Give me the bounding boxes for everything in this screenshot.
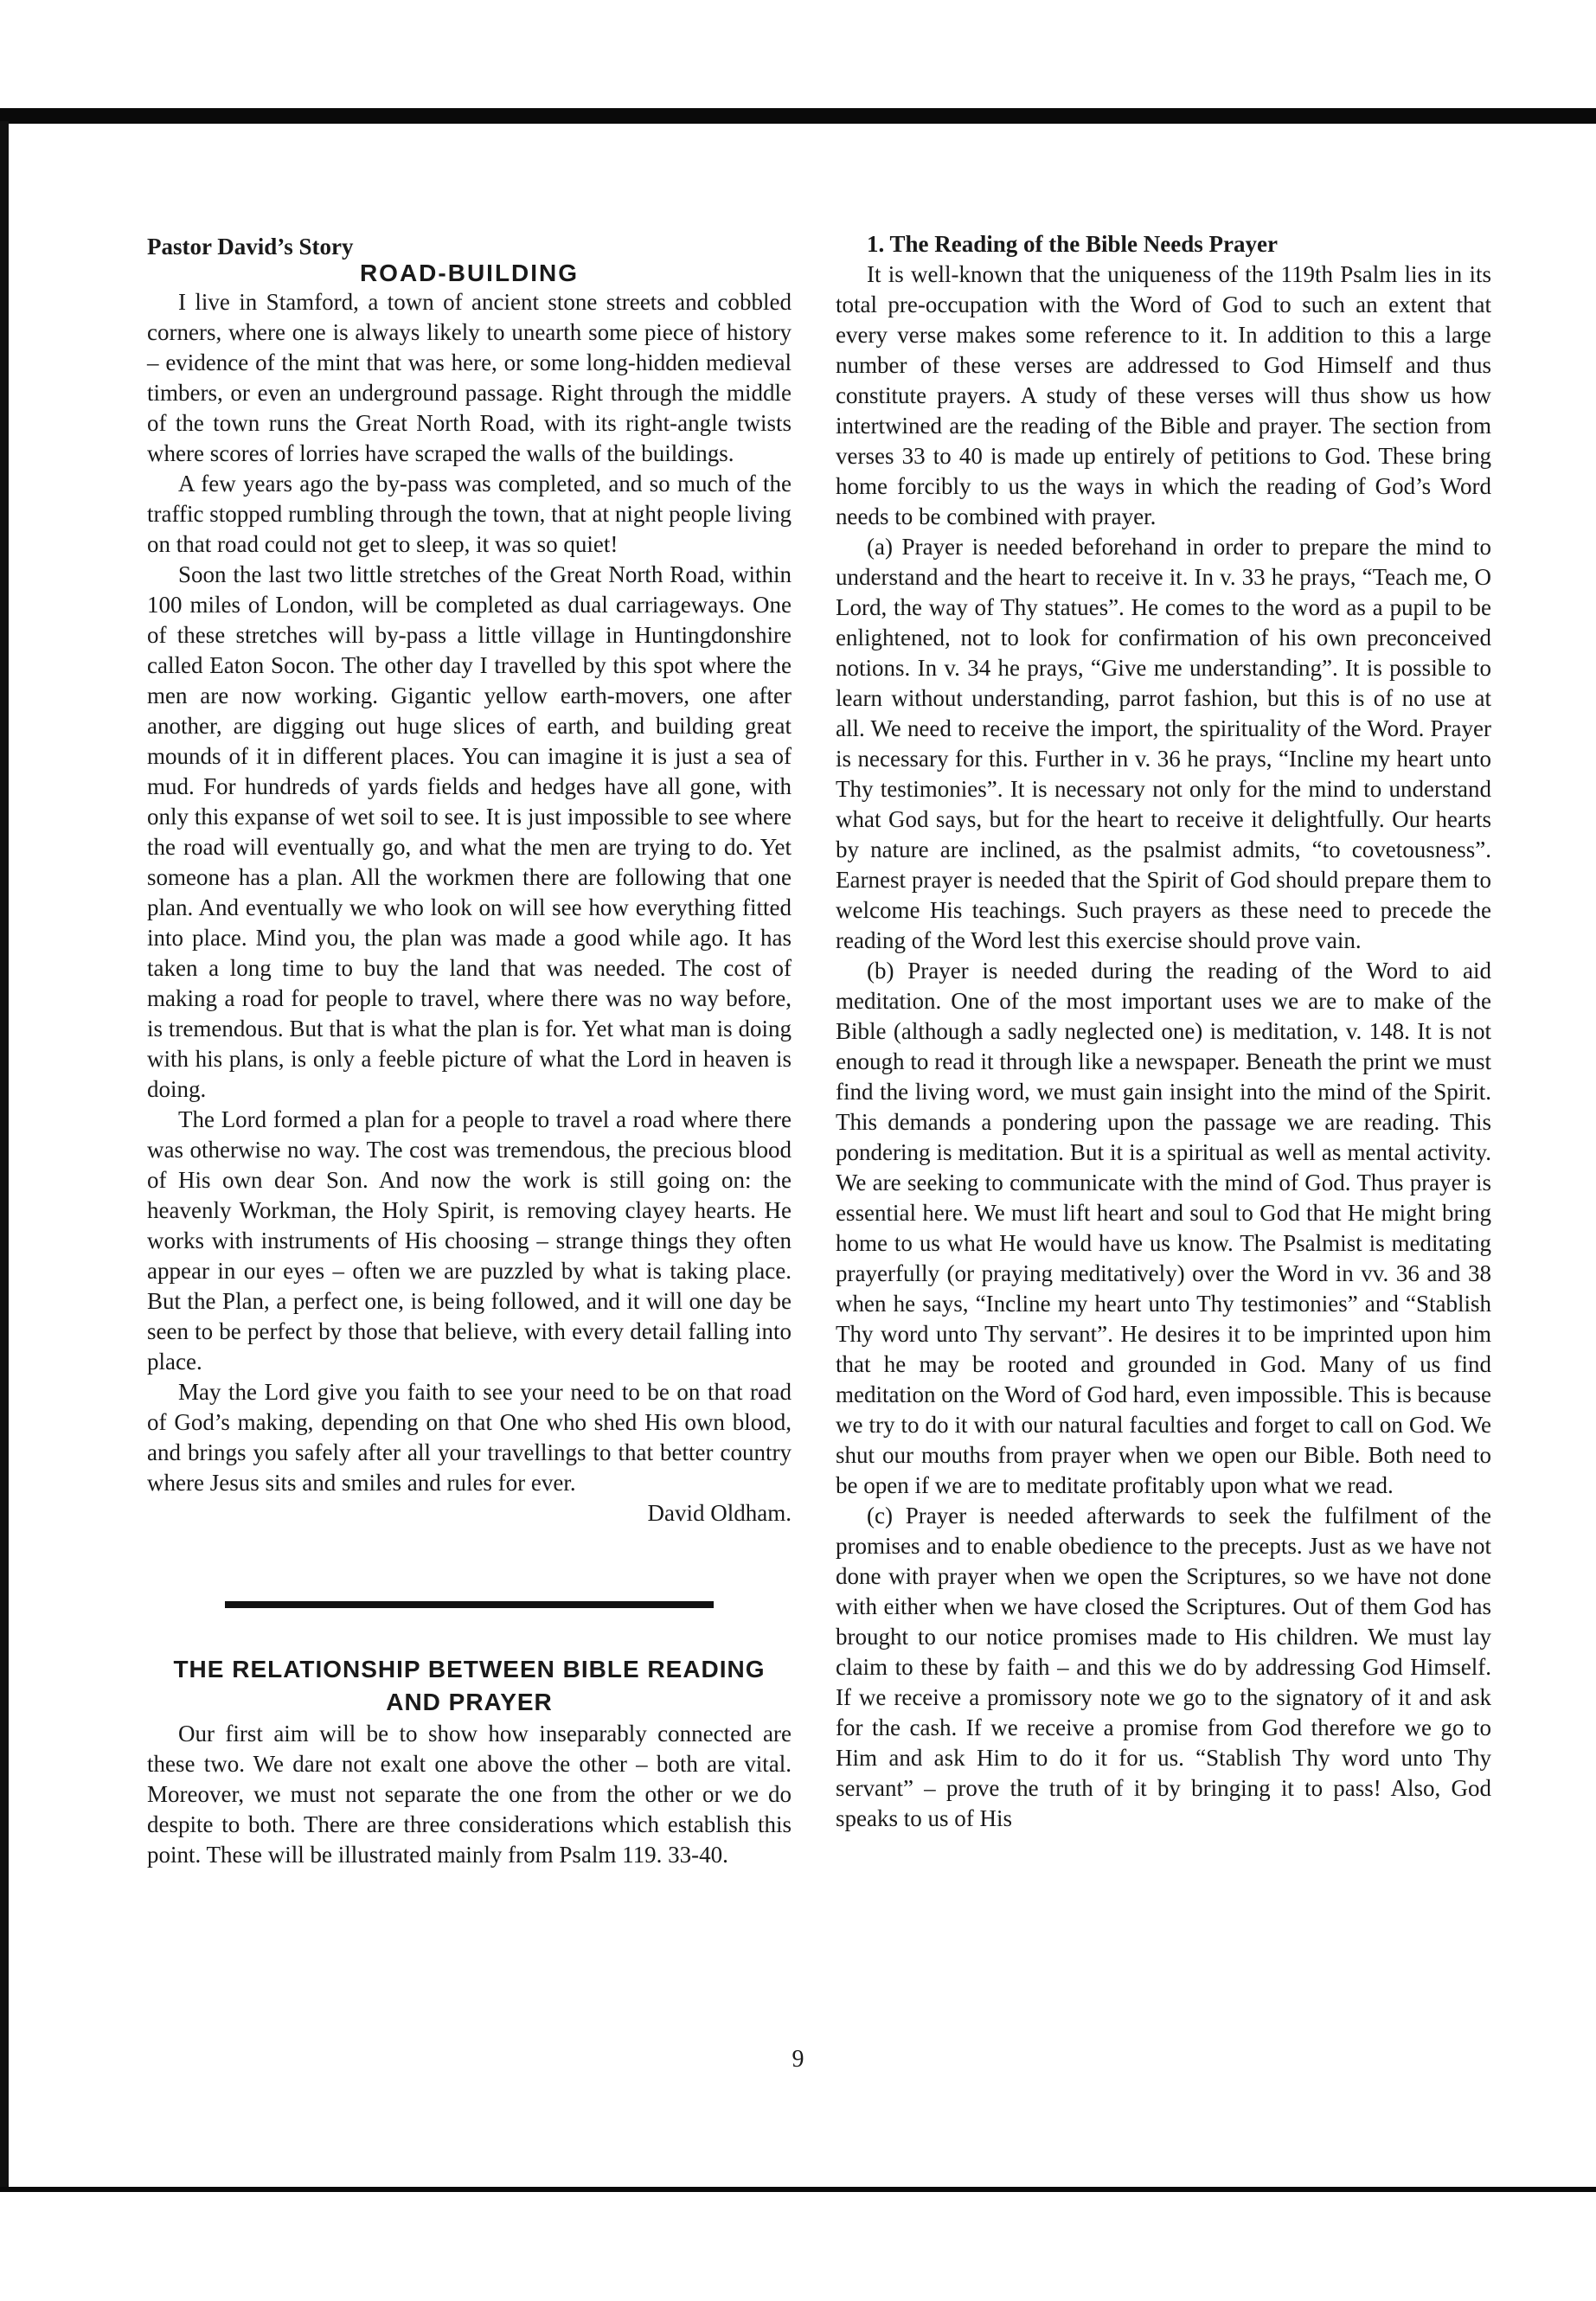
- section-title-line1: THE RELATIONSHIP BETWEEN BIBLE READING: [173, 1656, 766, 1682]
- subhead: 1. The Reading of the Bible Needs Prayer: [867, 231, 1278, 257]
- story-paragraph: I live in Stamford, a town of ancient stone streets and cobbled corners, where one is always likely to unearth some piece of history – evidence of the mint that was here, or some long-hidden medieval timbers, or even an underground passage. Right through the middle of the town runs the Great North Road, with its right-angle twists where scores of lorries have scraped the walls of the buildings.: [147, 289, 792, 466]
- story-paragraph: A few years ago the by-pass was completed, and so much of the traffic stopped rumbling through the town, that at night people living on that road could not get to sleep, it was so quiet!: [147, 471, 792, 557]
- right-column: [836, 229, 1491, 1834]
- section-intro: Our first aim will be to show how inseparably connected are these two. We dare not exalt one above the other – both are vital. Moreover, we must not separate the one from the other or we do despite to both. There are three considerations which establish this point. These will be illustrated mainly from Psalm 119. 33-40.: [147, 1721, 792, 1868]
- article-paragraph: (a) Prayer is needed beforehand in order to prepare the mind to understand and the heart to receive it. In v. 33 he prays, “Teach me, O Lord, the way of Thy statues”. He comes to the word as a pupil to be enlightened, not to look for confirmation of his own preconceived notions. In v. 34 he prays, “Give me understanding”. It is possible to learn without understanding, parrot fashion, but this is of no use at all. We need to receive the import, the spirituality of the Word. Prayer is necessary for this. Further in v. 36 he prays, “Incline my heart unto Thy testimonies”. It is necessary not only for the mind to understand what God says, but for the heart to receive it delightfully. Our hearts by nature are inclined, as the psalmist admits, “to covetousness”. Earnest prayer is needed that the Spirit of God should prepare them to welcome His teachings. Such prayers as these need to precede the reading of the Word lest this exercise should prove vain.: [836, 534, 1491, 953]
- section-title: [147, 1653, 792, 1719]
- left-column: [147, 234, 792, 1870]
- article-paragraph: (b) Prayer is needed during the reading of the Word to aid meditation. One of the most important uses we are to make of the Bible (although a sadly neglected one) is meditation, v. 148. It is not enough to read it through like a newspaper. Beneath the print we must find the living word, we must gain insight into the mind of the Spirit. This demands a pondering upon the passage we are reading. This pondering is meditation. But it is a spiritual as well as mental activity. We are seeking to communicate with the mind of God. Thus prayer is essential here. We must lift heart and soul to God that He might bring home to us what He would have us know. The Psalmist is meditating prayerfully (or praying meditatively) over the Word in vv. 36 and 38 when he says, “Incline my heart unto Thy testimonies” and “Stablish Thy word unto Thy servant”. He desires it to be imprinted upon him that he may be rooted and grounded in God. Many of us find meditation on the Word of God hard, even impossible. This is because we try to do it with our natural faculties and forget to call on God. We shut our mouths from prayer when we open our Bible. Both need to be open if we are to meditate profitably upon what we read.: [836, 958, 1491, 1498]
- story-paragraph: May the Lord give you faith to see your need to be on that road of God’s making, depending on that One who shed His own blood, and brings you safely after all your travellings to that better country where Jesus sits and smiles and rules for ever.: [147, 1379, 792, 1496]
- section-divider: [225, 1601, 714, 1608]
- article-paragraph: It is well-known that the uniqueness of the 119th Psalm lies in its total pre-occupation with the Word of God to such an extent that every verse makes some reference to it. In addition to this a large number of these verses are addressed to God Himself and thus constitute prayers. A study of these verses will thus show us how intertwined are the reading of the Bible and prayer. The section from verses 33 to 40 is made up entirely of petitions to God. These bring home forcibly to us the ways in which the reading of God’s Word needs to be combined with prayer.: [836, 261, 1491, 529]
- story-paragraph: Soon the last two little stretches of the Great North Road, within 100 miles of London, will be completed as dual carriageways. One of these stretches will by-pass a little village in Huntingdonshire called Eaton Socon. The other day I travelled by this spot where the men are now working. Gigantic yellow earth-movers, one after another, are digging out huge slices of earth, and building great mounds of it in different places. You can imagine it is just a sea of mud. For hundreds of yards fields and hedges have all gone, with only this expanse of wet soil to see. It is just impossible to see where the road will eventually go, and what the men are trying to do. Yet someone has a plan. All the workmen there are following that one plan. And eventually we who look on will see how everything fitted into place. Mind you, the plan was made a good while ago. It has taken a long time to buy the land that was needed. The cost of making a road for people to travel, where there was no way before, is tremendous. But that is what the plan is for. Yet what man is doing with his plans, is only a feeble picture of what the Lord in heaven is doing.: [147, 561, 792, 1102]
- section-title-line2: AND PRAYER: [386, 1689, 553, 1715]
- article-paragraph: (c) Prayer is needed afterwards to seek the fulfilment of the promises and to enable obedience to the precepts. Just as we have not done with prayer when we open the Scriptures, so we have not done with either when we have closed the Scriptures. Out of them God has brought to our notice promises made to His children. We must lay claim to these by faith – and this we do by addressing God Himself. If we receive a promissory note we go to the signatory of it and ask for the cash. If we receive a promise from God therefore we go to Him and ask Him to do it for us. “Stablish Thy word unto Thy servant” – prove the truth of it by bringing it to pass! Also, God speaks to us of His: [836, 1503, 1491, 1831]
- story-kicker: Pastor David’s Story: [147, 234, 354, 260]
- page-number: 9: [792, 2046, 804, 2073]
- scan-bottom-border: [0, 2187, 1596, 2192]
- scan-left-edge: [0, 121, 9, 2189]
- story-paragraph: The Lord formed a plan for a people to travel a road where there was otherwise no way. The cost was tremendous, the precious blood of His own dear Son. And now the work is still going on: the heavenly Workman, the Holy Spirit, is removing clayey hearts. He works with instruments of His choosing – strange things they often appear in our eyes – often we are puzzled by what is taking place. But the Plan, a perfect one, is being followed, and it will one day be seen to be perfect by those that believe, with every detail falling into place.: [147, 1106, 792, 1375]
- scan-top-border: [0, 108, 1596, 124]
- story-title: ROAD-BUILDING: [359, 260, 580, 286]
- story-signature: David Oldham.: [647, 1500, 792, 1526]
